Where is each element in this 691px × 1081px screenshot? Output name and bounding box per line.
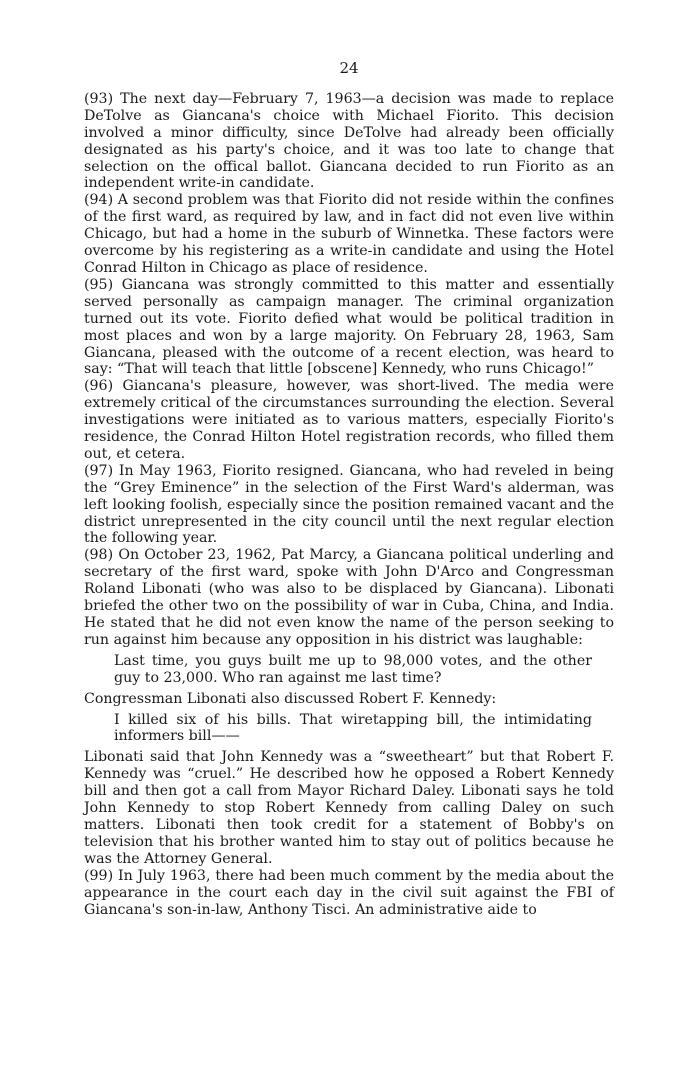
paragraph-98: (98) On October 23, 1962, Pat Marcy, a Giancana political underling and secretary of the first ward, spoke with John D'Arco and Congressman Roland Libonati (who was also to be displaced by Giancana). Libonati briefed the other two on the possibility of war in Cuba, China, and India. He stated that he did not even know the name of the person seeking to run against him because any opposition in his district was laughable:	[84, 547, 614, 648]
paragraph-97: (97) In May 1963, Fiorito resigned. Giancana, who had reveled in being the “Grey Eminence” in the selection of the First Ward's alderman, was left looking foolish, especially since the position remained vacant and the district unrepresented in the city council until the next regular election the following year.	[84, 462, 614, 547]
page-number: 24	[339, 59, 359, 77]
paragraph-93: (93) The next day—February 7, 1963—a decision was made to replace DeTolve as Giancana's choice with Michael Fiorito. This decision involved a minor difficulty, since DeTolve had already been officially designated as his party's choice, and it was too late to change that selection on the offical ballot. Giancana decided to run Fiorito as an independent write-in candidate.	[84, 90, 614, 192]
paragraph-libonati-said: Libonati said that John Kennedy was a “sweetheart” but that Robert F. Kennedy was “cruel.” He described how he opposed a Robert Kennedy bill and then got a call from Mayor Richard Daley. Libonati says he told John Kennedy to stop Robert Kennedy from calling Daley on such matters. Libonati then took credit for a statement of Bobby's on television that his brother wanted him to stay out of politics because he was the Attorney General.	[84, 749, 614, 867]
paragraph-94: (94) A second problem was that Fiorito did not reside within the confines of the first ward, as required by law, and in fact did not even live within Chicago, but had a home in the suburb of Winnetka. These factors were overcome by his registering as a write-in candidate and using the Hotel Conrad Hilton in Chicago as place of residence.	[84, 192, 614, 276]
document-page	[84, 60, 614, 918]
block-quote-votes: Last time, you guys built me up to 98,000 votes, and the other guy to 23,000. Who ran against me last time?	[114, 652, 592, 686]
paragraph-95: (95) Giancana was strongly committed to this matter and essentially served personally as campaign manager. The criminal organization turned out its vote. Fiorito defied what would be political tradition in most places and won by a large majority. On February 28, 1963, Sam Giancana, pleased with the outcome of a recent election, was heard to say: “That will teach that little [obscene] Kennedy, who runs Chicago!”	[84, 276, 614, 378]
block-quote-bills: I killed six of his bills. That wiretapping bill, the intimidating informers bill——	[114, 711, 592, 745]
paragraph-96: (96) Giancana's pleasure, however, was short-lived. The media were extremely critical of the circumstances surrounding the election. Several investigations were initiated as to various matters, especially Fiorito's residence, the Conrad Hilton Hotel registration records, who filled them out, et cetera.	[84, 378, 614, 462]
paragraph-99: (99) In July 1963, there had been much comment by the media about the appearance in the court each day in the civil suit against the FBI of Giancana's son-in-law, Anthony Tisci. An administrative aide to	[84, 867, 614, 918]
paragraph-libonati-kennedy: Congressman Libonati also discussed Robert F. Kennedy:	[84, 690, 497, 707]
